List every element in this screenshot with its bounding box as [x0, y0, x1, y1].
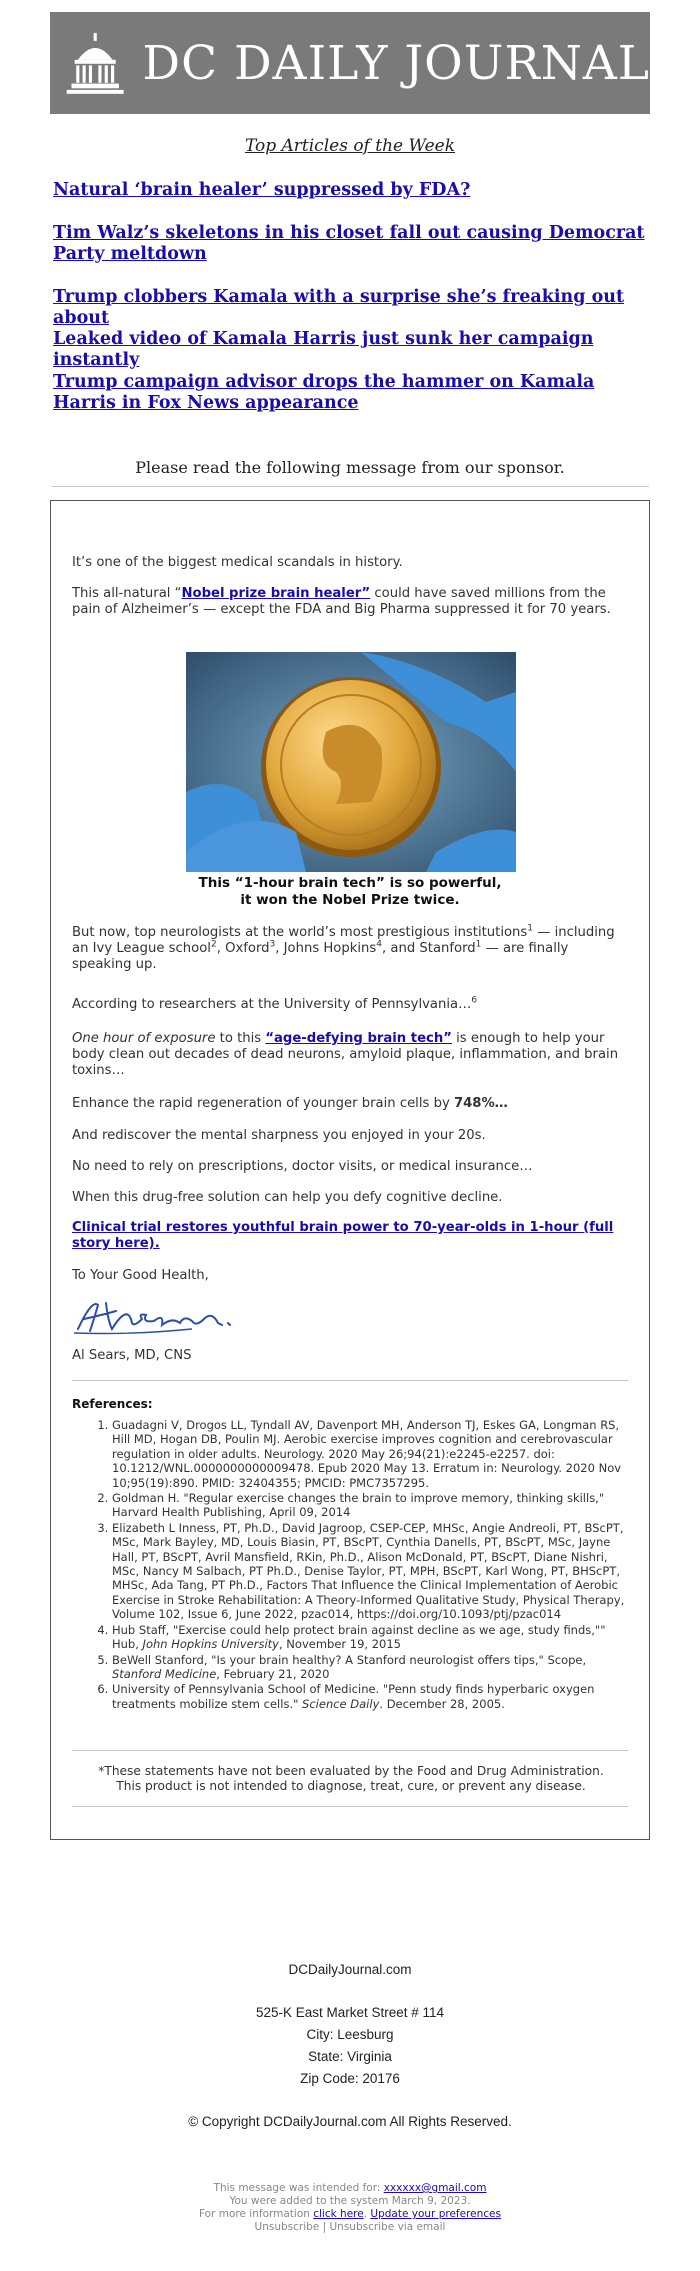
nobel-brain-healer-link[interactable]: Nobel prize brain healer”: [181, 586, 371, 601]
cta-paragraph: [72, 1220, 632, 1252]
ad-paragraph: No need to rely on prescriptions, doctor visits, or medical insurance…: [72, 1159, 533, 1174]
ad-paragraph: One hour of exposure to this “age-defying brain tech” is enough to help your body clean out decades of dead neurons, amyloid plaque, inflammation, and brain toxins…: [72, 1031, 619, 1078]
reference-item: 1. Guadagni V, Drogos LL, Tyndall AV, Davenport MH, Anderson TJ, Eskes GA, Longman RS, Hill MD, Hogan DB, Poulin MJ. Aerobic exercise improves cognition and cerebrovascular regulation in older adults. Neurology. 2020 May 26;94(21):e2245-e2257. doi: 10.1212/WNL.0000000000009478. Epub 2020 May 13. Erratum in: Neurology. 2020 Nov 10;95(19):890. PMID: 32404355; PMCID: PMC7357295.: [112, 1418, 630, 1490]
footer-city: City: Leesburg: [306, 2027, 394, 2042]
reference-item: 3. Elizabeth L Inness, PT, Ph.D., David Jagroop, CSEP-CEP, MHSc, Angie Andreoli, PT, BScPT, MSc, Mark Bayley, MD, Louis Biasin, PT, BScPT, Cynthia Danells, PT, BScPT, MSc, Jayne Hall, PT, BScPT, Avril Mansfield, RKin, Ph.D., Alison McDonald, PT, BScPT, Diane Nishri, MSc, Nancy M Salbach, PT Ph.D., Denise Taylor, PT, MPH, BScPT, Karl Wong, PT, BHScPT, MHSc, Ada Tang, PT Ph.D., Factors That Influence the Clinical Implementation of Aerobic Exercise in Stroke Rehabilitation: A Theory-Informed Qualitative Study, Physical Therapy, Volume 102, Issue 6, June 2022, pzac014, https://doi.org/10.1093/ptj/pzac014: [112, 1521, 630, 1622]
capitol-dome-icon: [62, 21, 128, 105]
divider: [72, 1380, 628, 1381]
ad-paragraph: When this drug-free solution can help you defy cognitive decline.: [72, 1190, 503, 1205]
reference-item: 5. BeWell Stanford, "Is your brain healthy? A Stanford neurologist offers tips," Scope, Stanford Medicine, February 21, 2020: [112, 1653, 630, 1682]
closing: To Your Good Health,: [72, 1268, 209, 1283]
headline-link-2[interactable]: Tim Walz’s skeletons in his closet fall out causing Democrat Party meltdown: [53, 223, 645, 264]
more-info-line: For more information click here. Update your preferences: [199, 2208, 501, 2220]
divider: [72, 1806, 628, 1807]
ad-paragraph: Enhance the rapid regeneration of younger brain cells by 748%…: [72, 1096, 508, 1111]
signer-name: Al Sears, MD, CNS: [72, 1348, 192, 1363]
footer-copyright: © Copyright DCDailyJournal.com All Rights Reserved.: [188, 2114, 512, 2129]
age-defying-brain-tech-link[interactable]: “age-defying brain tech”: [265, 1031, 452, 1046]
ad-paragraph: And rediscover the mental sharpness you enjoyed in your 20s.: [72, 1128, 486, 1143]
divider: [52, 486, 649, 487]
top-articles-heading: Top Articles of the Week: [244, 136, 456, 156]
intended-line: This message was intended for: xxxxxx@gmail.com: [213, 2182, 487, 2194]
unsubscribe-link[interactable]: Unsubscribe | Unsubscribe via email: [254, 2221, 446, 2233]
headline-link-5[interactable]: Trump campaign advisor drops the hammer on Kamala Harris in Fox News appearance: [53, 372, 595, 413]
footer-street: 525-K East Market Street # 114: [255, 2005, 445, 2020]
ad-paragraph: It’s one of the biggest medical scandals in history.: [72, 555, 403, 570]
sponsor-note: Please read the following message from our sponsor.: [135, 458, 565, 477]
footer-zip: Zip Code: 20176: [300, 2071, 400, 2086]
added-line: You were added to the system March 9, 2023.: [229, 2195, 471, 2207]
recipient-email-link[interactable]: xxxxxx@gmail.com: [383, 2182, 487, 2194]
headline-link-1[interactable]: Natural ‘brain healer’ suppressed by FDA?: [53, 180, 471, 200]
headline-link-4[interactable]: Leaked video of Kamala Harris just sunk her campaign instantly: [53, 329, 594, 370]
references-title: References:: [72, 1397, 153, 1411]
reference-item: 2. Goldman H. "Regular exercise changes the brain to improve memory, thinking skills," Harvard Health Publishing, April 09, 2014: [112, 1491, 630, 1520]
nobel-medal-photo[interactable]: [186, 652, 516, 872]
headline-link-3[interactable]: Trump clobbers Kamala with a surprise she’s freaking out about: [53, 287, 625, 328]
footer-state: State: Virginia: [308, 2049, 392, 2064]
ad-paragraph: But now, top neurologists at the world’s most prestigious institutions$^1$ — including an Ivy League school$^2$, Oxford$^3$, Johns Hopkins$^4$, and Stanford$^1$ — are finally speaking up.: [72, 923, 615, 972]
fda-disclaimer: *These statements have not been evaluated by the Food and Drug Administration. This product is not intended to diagnose, treat, cure, or prevent any disease.: [98, 1764, 604, 1793]
masthead-banner: [50, 12, 650, 114]
divider: [72, 1750, 628, 1751]
ad-paragraph: According to researchers at the University of Pennsylvania…$^6$: [72, 995, 478, 1012]
footer-site: DCDailyJournal.com: [288, 1962, 412, 1977]
click-here-link[interactable]: click here: [313, 2208, 364, 2220]
reference-item: 4. Hub Staff, "Exercise could help protect brain against decline as we age, study finds,"" Hub, John Hopkins University, November 19, 2015: [112, 1623, 630, 1652]
clinical-trial-link[interactable]: Clinical trial restores youthful brain power to 70-year-olds in 1-hour (full story here).: [72, 1220, 614, 1251]
ad-paragraph: This all-natural “Nobel prize brain healer” could have saved millions from the pain of Alzheimer’s — except the FDA and Big Pharma suppressed it for 70 years.: [72, 586, 611, 617]
reference-item: 6. University of Pennsylvania School of Medicine. "Penn study finds hyperbaric oxygen treatments mobilize stem cells." Science Daily. December 28, 2005.: [112, 1682, 630, 1711]
masthead-title: DC DAILY JOURNAL: [142, 35, 650, 91]
references-list: [72, 1418, 630, 1712]
signature: [72, 1293, 252, 1339]
update-preferences-link[interactable]: Update your preferences: [370, 2208, 501, 2220]
photo-caption: This “1-hour brain tech” is so powerful, it won the Nobel Prize twice.: [198, 875, 502, 908]
